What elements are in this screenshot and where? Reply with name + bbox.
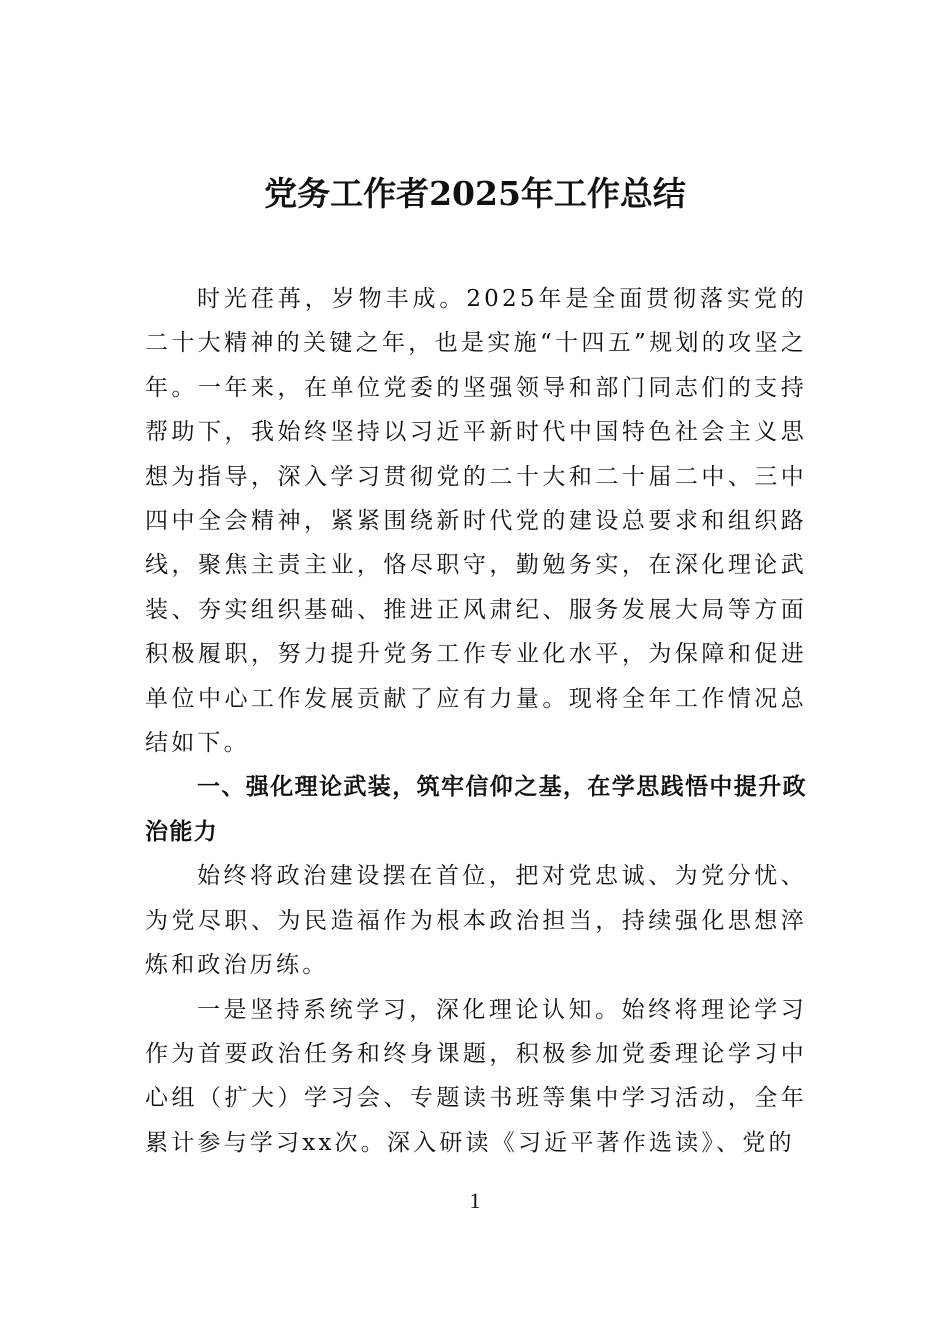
section-heading-1: 一、强化理论武装，筑牢信仰之基，在学思践悟中提升政治能力 [145,774,807,845]
section-1-point-1-paragraph: 一是坚持系统学习，深化理论认知。始终将理论学习作为首要政治任务和终身课题，积极参加党委理论学习中心组（扩大）学习会、专题读书班等集中学习活动，全年累计参与学习xx次。深入研读《习近平著作选读》、党的 [145,996,807,1156]
section-1-paragraph: 始终将政治建设摆在首位，把对党忠诚、为党分忧、为党尽职、为民造福作为根本政治担当，持续强化思想淬炼和政治历练。 [145,863,807,979]
document-body [145,277,807,1165]
document-title: 党务工作者2025年工作总结 [264,174,686,213]
page-number: 1 [469,1188,481,1213]
intro-paragraph: 时光荏苒，岁物丰成。2025年是全面贯彻落实党的二十大精神的关键之年，也是实施“十四五”规划的攻坚之年。一年来，在单位党委的坚强领导和部门同志们的支持帮助下，我始终坚持以习近平新时代中国特色社会主义思想为指导，深入学习贯彻党的二十大和二十届二中、三中四中全会精神，紧紧围绕新时代党的建设总要求和组织路线，聚焦主责主业，恪尽职守，勤勉务实，在深化理论武装、夯实组织基础、推进正风肃纪、服务发展大局等方面积极履职，努力提升党务工作专业化水平，为保障和促进单位中心工作发展贡献了应有力量。现将全年工作情况总结如下。 [145,286,807,757]
